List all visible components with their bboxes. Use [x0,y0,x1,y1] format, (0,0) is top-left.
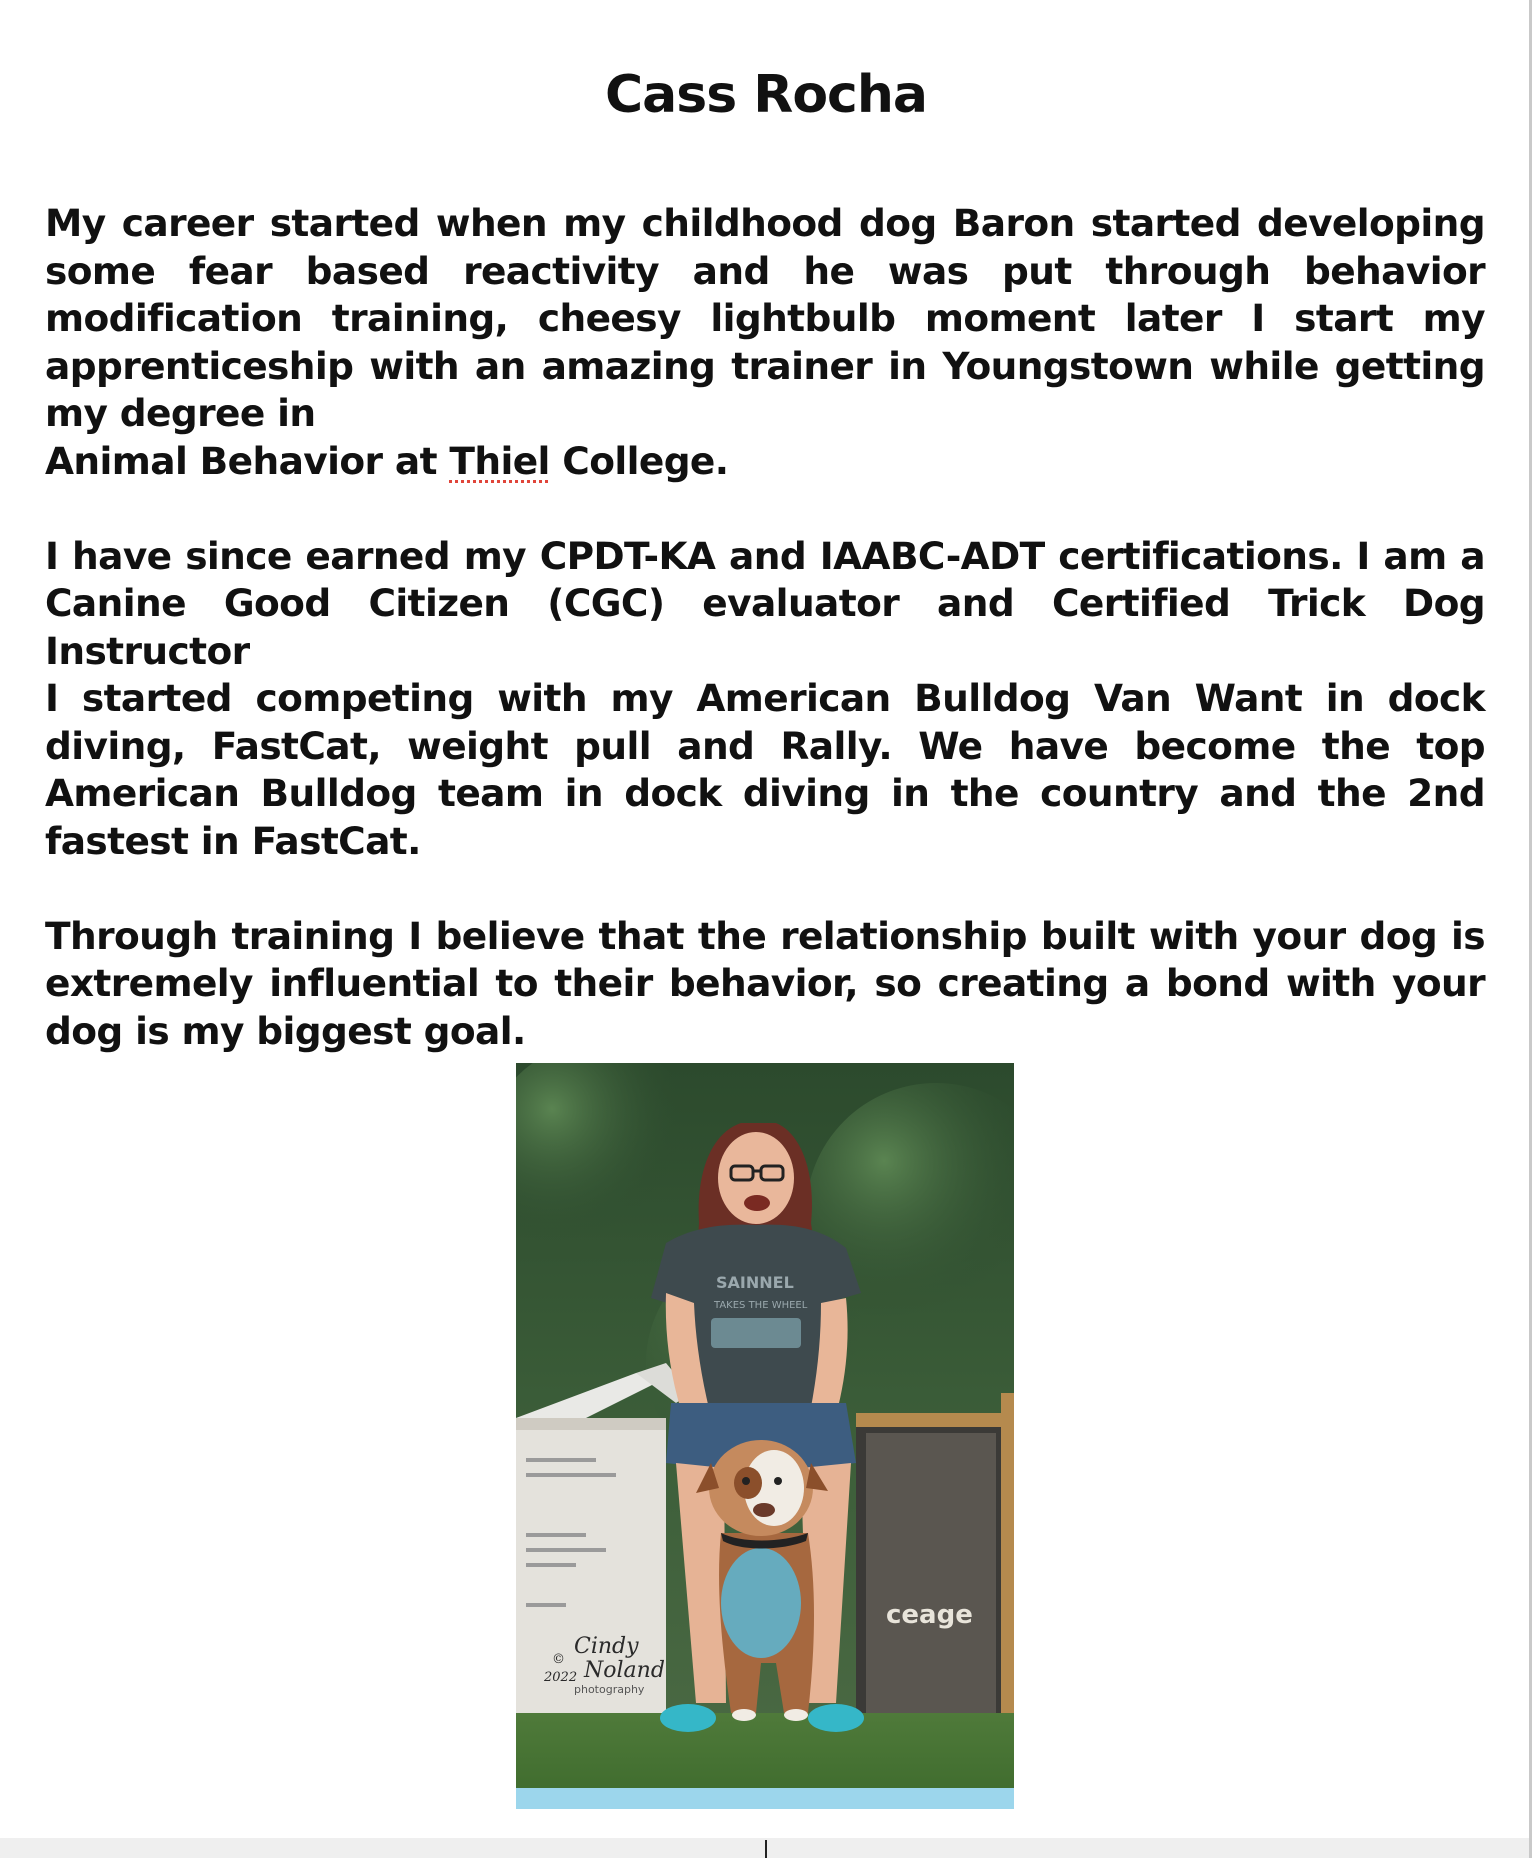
watermark-symbol: © [552,1652,565,1667]
shirt-text-1: SAINNEL [716,1273,794,1292]
watermark-sub: photography [574,1683,645,1696]
paragraph-career-text: My career started when my childhood dog Baron started developing some fear based reactivity and he was put through behavior modification training, cheesy lightbulb moment later I start my apprenticeship with an amazing trainer in Youngstown while getting my degree in [45,201,1485,435]
paragraph-competition-text: I started competing with my American Bulldog Van Want in dock diving, FastCat, weight pull and Rally. We have become the top American Bulldog team in dock diving in the country and the 2nd fastest in FastCat. [45,676,1485,863]
text-cursor [765,1840,767,1858]
page-title: Cass Rocha [605,65,927,125]
watermark-year: 2022 [544,1670,578,1685]
paragraph-certifications-text: I have since earned my CPDT-KA and IAABC-ADT certifications. I am a Canine Good Citizen (CGC) evaluator and Certified Trick Dog Instructor [45,533,1485,673]
shirt-text-2: TAKES THE WHEEL [714,1300,808,1311]
spellcheck-flagged-word[interactable]: Thiel [449,438,550,483]
watermark-name-1: Cindy [574,1634,639,1659]
paragraph-certifications [45,533,1485,866]
paragraph-philosophy: Through training I believe that the relationship built with your dog is extremely influential to their behavior, so creating a bond with your dog is my biggest goal. [45,913,1485,1053]
paragraph-career [45,200,1485,485]
banner-text: ceage [886,1600,973,1630]
trainer-with-dog-photo [516,1063,1014,1809]
paragraph-career-line-start: Animal Behavior at [45,438,450,483]
document-body [45,200,1485,1103]
watermark-name-2: Noland [584,1658,665,1683]
paragraph-career-line-end: College. [549,438,729,483]
